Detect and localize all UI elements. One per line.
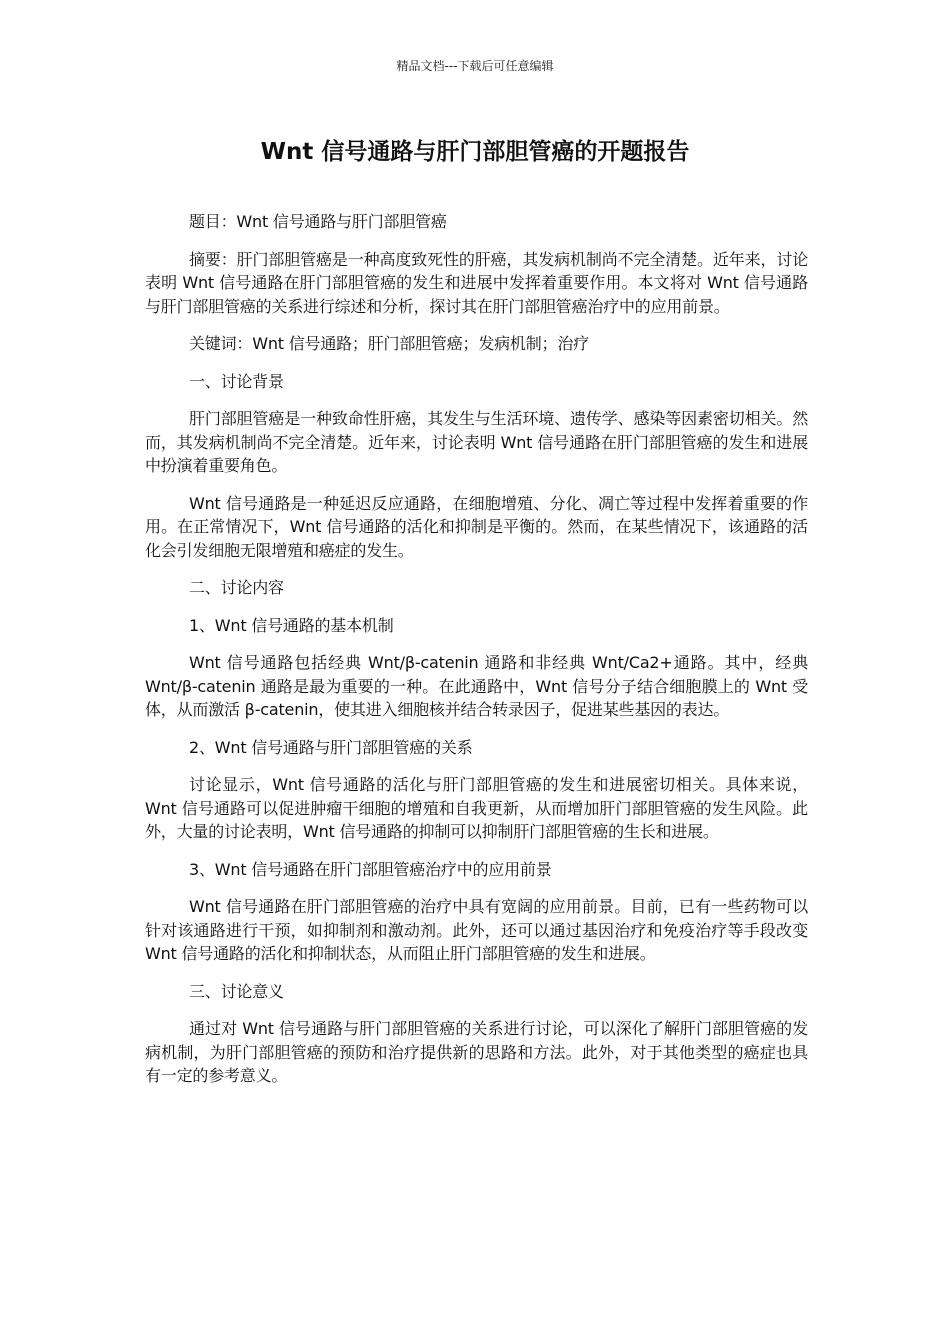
background-paragraph-2: Wnt 信号通路是一种延迟反应通路，在细胞增殖、分化、凋亡等过程中发挥着重要的作用。在正常情况下，Wnt 信号通路的活化和抑制是平衡的。然而，在某些情况下，该通路的活化会引发细胞无限增殖和癌症的发生。: [145, 493, 808, 560]
document-body: [145, 210, 808, 1102]
section-heading-content: 二、讨论内容: [189, 578, 284, 597]
subheading-relationship: 2、Wnt 信号通路与肝门部胆管癌的关系: [189, 737, 473, 757]
mechanism-paragraph: Wnt 信号通路包括经典 Wnt/β-catenin 通路和非经典 Wnt/Ca2+通路。其中，经典 Wnt/β-catenin 通路是最为重要的一种。在此通路中，Wnt 信号分子结合细胞膜上的 Wnt 受体，从而激活 β-catenin，使其进入细胞核并结合转录因子，促进某些基因的表达。: [145, 653, 808, 719]
section-heading-significance: 三、讨论意义: [189, 981, 284, 1001]
topic-line: 题目：Wnt 信号通路与肝门部胆管癌: [189, 212, 447, 231]
section-heading-background: 一、讨论背景: [189, 371, 284, 391]
document-title: Wnt 信号通路与肝门部胆管癌的开题报告: [260, 139, 690, 165]
subheading-basic-mechanism: 1、Wnt 信号通路的基本机制: [189, 615, 394, 635]
significance-paragraph: 通过对 Wnt 信号通路与肝门部胆管癌的关系进行讨论，可以深化了解肝门部胆管癌的发病机制，为肝门部胆管癌的预防和治疗提供新的思路和方法。此外，对于其他类型的癌症也具有一定的参考意义。: [145, 1019, 808, 1085]
keywords-line: 关键词：Wnt 信号通路；肝门部胆管癌；发病机制；治疗: [189, 334, 589, 353]
abstract-paragraph: 摘要：肝门部胆管癌是一种高度致死性的肝癌，其发病机制尚不完全清楚。近年来，讨论表明 Wnt 信号通路在肝门部胆管癌的发生和进展中发挥着重要作用。本文将对 Wnt 信号通路与肝门部胆管癌的关系进行综述和分析，探讨其在肝门部胆管癌治疗中的应用前景。: [145, 249, 808, 316]
subheading-application: 3、Wnt 信号通路在肝门部胆管癌治疗中的应用前景: [189, 859, 552, 879]
relationship-paragraph: 讨论显示，Wnt 信号通路的活化与肝门部胆管癌的发生和进展密切相关。具体来说，Wnt 信号通路可以促进肿瘤干细胞的增殖和自我更新，从而增加肝门部胆管癌的发生风险。此外，大量的讨论表明，Wnt 信号通路的抑制可以抑制肝门部胆管癌的生长和进展。: [145, 775, 808, 841]
page-header-watermark: 精品文档---下载后可任意编辑: [396, 59, 554, 73]
application-paragraph: Wnt 信号通路在肝门部胆管癌的治疗中具有宽阔的应用前景。目前，已有一些药物可以针对该通路进行干预，如抑制剂和激动剂。此外，还可以通过基因治疗和免疫治疗等手段改变 Wnt 信号通路的活化和抑制状态，从而阻止肝门部胆管癌的发生和进展。: [145, 897, 808, 963]
background-paragraph-1: 肝门部胆管癌是一种致命性肝癌，其发生与生活环境、遗传学、感染等因素密切相关。然而，其发病机制尚不完全清楚。近年来，讨论表明 Wnt 信号通路在肝门部胆管癌的发生和进展中扮演着重要角色。: [145, 409, 808, 475]
